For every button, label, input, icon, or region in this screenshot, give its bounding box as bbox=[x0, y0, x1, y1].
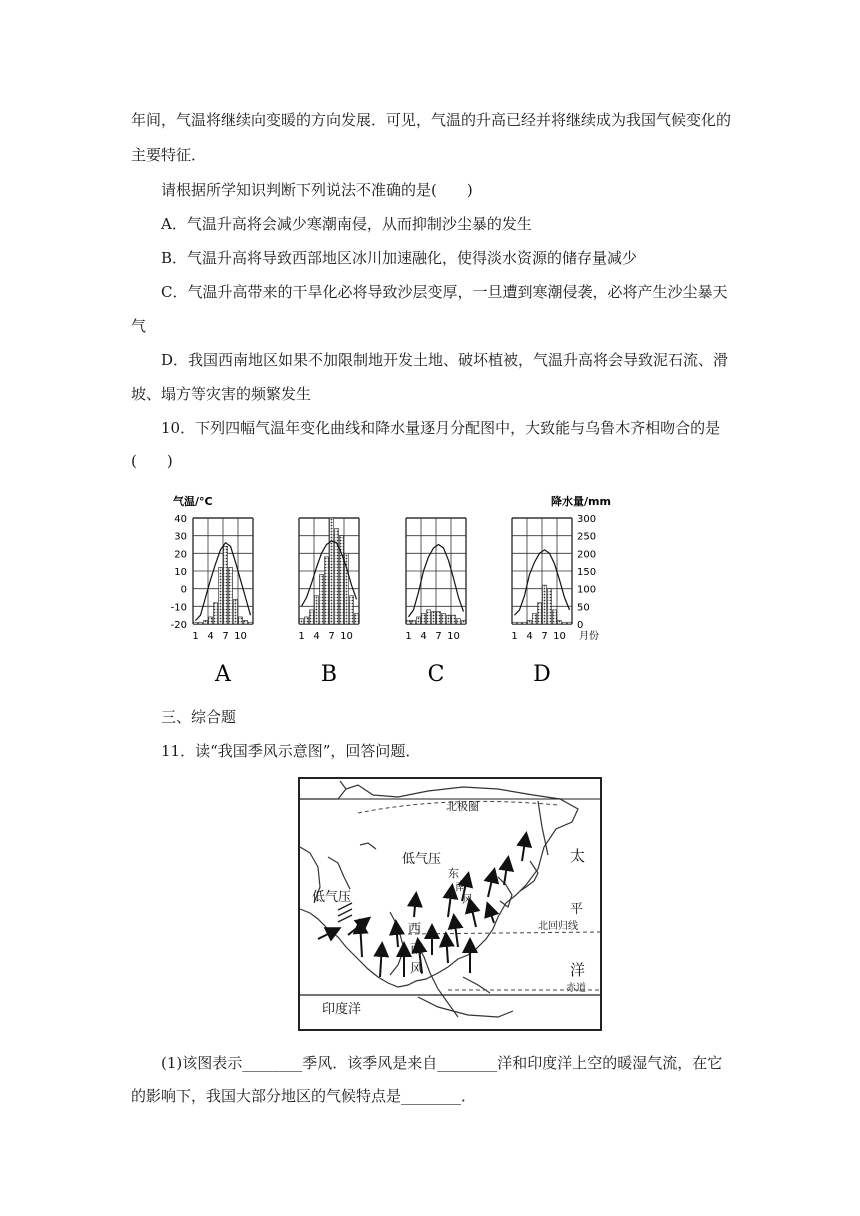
precip-bar bbox=[528, 620, 532, 624]
question-11-part-1-line-1: (1)该图表示________季风．该季风是来自________洋和印度洋上空的暖湿气流，在它 bbox=[161, 1054, 723, 1072]
option-d-line-1: D．我国西南地区如果不加限制地开发土地、破坏植被，气温升高将会导致泥石流、滑 bbox=[161, 351, 729, 369]
month-tick-label: 7 bbox=[222, 631, 229, 642]
question-11-stem: 11．读“我国季风示意图”，回答问题． bbox=[161, 742, 421, 760]
precip-bar bbox=[325, 557, 329, 624]
paragraph-line-2: 主要特征． bbox=[131, 146, 207, 164]
pacific-label-3: 洋 bbox=[570, 961, 586, 979]
month-tick-label: 10 bbox=[234, 631, 247, 642]
precip-bar bbox=[244, 620, 248, 624]
precip-bar bbox=[340, 536, 344, 624]
month-tick-label: 10 bbox=[553, 631, 566, 642]
precip-bar bbox=[239, 617, 243, 624]
climate-charts-figure bbox=[165, 488, 615, 688]
option-b: B．气温升高将导致西部地区冰川加速融化，使得淡水资源的储存量减少 bbox=[161, 249, 638, 267]
month-tick-label: 1 bbox=[192, 631, 199, 642]
month-unit-label: 月份 bbox=[579, 631, 599, 642]
month-tick-label: 7 bbox=[541, 631, 548, 642]
precip-bar bbox=[417, 617, 421, 624]
precip-bar bbox=[194, 622, 198, 624]
precip-bar bbox=[412, 620, 416, 624]
precip-bar bbox=[224, 546, 228, 624]
precip-bar bbox=[538, 603, 542, 624]
precip-bar bbox=[563, 622, 567, 624]
precip-axis-label: 降水量/mm bbox=[551, 495, 611, 508]
precip-bar bbox=[442, 613, 446, 624]
precip-bar bbox=[330, 518, 334, 624]
month-tick-label: 1 bbox=[511, 631, 518, 642]
precip-bar bbox=[320, 575, 324, 624]
precip-bar bbox=[199, 622, 203, 624]
precip-bar bbox=[350, 596, 354, 624]
climate-charts-svg bbox=[165, 488, 615, 688]
monsoon-map bbox=[298, 777, 602, 1031]
temp-tick-label: 0 bbox=[180, 584, 187, 596]
precip-tick-label: 50 bbox=[577, 602, 590, 614]
precip-bar bbox=[558, 620, 562, 624]
month-tick-label: 1 bbox=[298, 631, 305, 642]
sw-monsoon-char-1: 西 bbox=[408, 922, 422, 937]
precip-bar bbox=[533, 613, 537, 624]
low-pressure-label-west: 低气压 bbox=[312, 890, 352, 905]
precip-bar bbox=[518, 622, 522, 624]
month-tick-label: 4 bbox=[526, 631, 533, 642]
precip-bar bbox=[249, 622, 253, 624]
month-tick-label: 10 bbox=[447, 631, 460, 642]
question-10-line-2: ( ) bbox=[131, 452, 173, 470]
precip-bar bbox=[548, 589, 552, 624]
precip-bar bbox=[407, 620, 411, 624]
precip-tick-label: 0 bbox=[577, 620, 584, 631]
month-tick-label: 4 bbox=[420, 631, 427, 642]
month-tick-label: 4 bbox=[313, 631, 320, 642]
precip-bar bbox=[219, 567, 223, 624]
precip-bar bbox=[234, 599, 238, 624]
panel-label-b: B bbox=[320, 662, 338, 687]
section-3-heading: 三、综合题 bbox=[161, 708, 237, 726]
panel-label-d: D bbox=[533, 662, 551, 687]
precip-bar bbox=[214, 603, 218, 624]
precip-bar bbox=[457, 619, 461, 624]
precip-tick-label: 100 bbox=[577, 584, 597, 596]
precip-tick-label: 150 bbox=[577, 567, 597, 578]
precip-bar bbox=[310, 610, 314, 624]
low-pressure-label-east: 低气压 bbox=[402, 852, 442, 867]
question-9-stem: 请根据所学知识判断下列说法不准确的是( ) bbox=[161, 181, 473, 199]
option-c-line-2: 气 bbox=[131, 317, 147, 335]
precip-bar bbox=[523, 622, 527, 624]
indian-ocean-label: 印度洋 bbox=[322, 1002, 362, 1017]
month-tick-label: 1 bbox=[405, 631, 412, 642]
temp-tick-label: -10 bbox=[170, 602, 187, 614]
sw-monsoon-char-3: 风 bbox=[410, 962, 424, 977]
precip-bar bbox=[305, 617, 309, 624]
temp-tick-label: 10 bbox=[174, 567, 187, 578]
precip-bar bbox=[568, 622, 572, 624]
equator-label: 赤道 bbox=[566, 983, 586, 994]
pacific-label-1: 太 bbox=[570, 847, 586, 865]
precip-bar bbox=[315, 596, 319, 624]
precip-tick-label: 300 bbox=[577, 514, 597, 525]
arctic-label: 北极圈 bbox=[446, 800, 479, 813]
precip-bar bbox=[300, 619, 304, 624]
precip-bar bbox=[432, 612, 436, 624]
precip-bar bbox=[462, 620, 466, 624]
se-monsoon-char-3: 风 bbox=[462, 893, 473, 906]
precip-bar bbox=[452, 615, 456, 624]
precip-bar bbox=[204, 620, 208, 624]
option-a: A．气温升高将会减少寒潮南侵，从而抑制沙尘暴的发生 bbox=[161, 215, 532, 233]
precip-bar bbox=[209, 617, 213, 624]
temp-tick-label: 40 bbox=[174, 514, 187, 525]
question-11-part-1-line-2: 的影响下，我国大部分地区的气候特点是________． bbox=[131, 1087, 477, 1105]
precip-bar bbox=[543, 585, 547, 624]
month-tick-label: 7 bbox=[435, 631, 442, 642]
option-d-line-2: 坡、塌方等灾害的频繁发生 bbox=[131, 385, 312, 403]
temp-tick-label: 20 bbox=[174, 549, 187, 561]
precip-bar bbox=[427, 610, 431, 624]
month-tick-label: 4 bbox=[207, 631, 214, 642]
sw-monsoon-char-2: 南 bbox=[410, 942, 424, 957]
se-monsoon-char-2: 南 bbox=[455, 880, 466, 893]
panel-label-c: C bbox=[427, 662, 445, 687]
paragraph-line-1: 年间，气温将继续向变暖的方向发展．可见，气温的升高已经并将继续成为我国气候变化的 bbox=[131, 111, 732, 129]
se-monsoon-char-1: 东 bbox=[448, 867, 459, 880]
precip-bar bbox=[553, 610, 557, 624]
pacific-label-2: 平 bbox=[570, 902, 584, 917]
tropic-label: 北回归线 bbox=[538, 921, 578, 932]
panel-label-a: A bbox=[215, 662, 231, 687]
precip-bar bbox=[513, 622, 517, 624]
precip-bar bbox=[437, 612, 441, 624]
question-10-line-1: 10．下列四幅气温年变化曲线和降水量逐月分配图中，大致能与乌鲁木齐相吻合的是 bbox=[161, 419, 721, 437]
monsoon-map-svg bbox=[298, 777, 602, 1031]
month-tick-label: 10 bbox=[340, 631, 353, 642]
month-tick-label: 7 bbox=[328, 631, 335, 642]
temp-tick-label: 30 bbox=[174, 531, 187, 543]
precip-bar bbox=[422, 613, 426, 624]
precip-bar bbox=[447, 615, 451, 624]
temp-axis-label: 气温/°C bbox=[173, 495, 213, 508]
temp-tick-label: -20 bbox=[170, 620, 187, 631]
precip-tick-label: 250 bbox=[577, 531, 597, 543]
precip-bar bbox=[229, 567, 233, 624]
precip-bar bbox=[355, 613, 359, 624]
option-c-line-1: C．气温升高带来的干旱化必将导致沙层变厚，一旦遭到寒潮侵袭，必将产生沙尘暴天 bbox=[161, 283, 728, 301]
precip-tick-label: 200 bbox=[577, 549, 597, 561]
